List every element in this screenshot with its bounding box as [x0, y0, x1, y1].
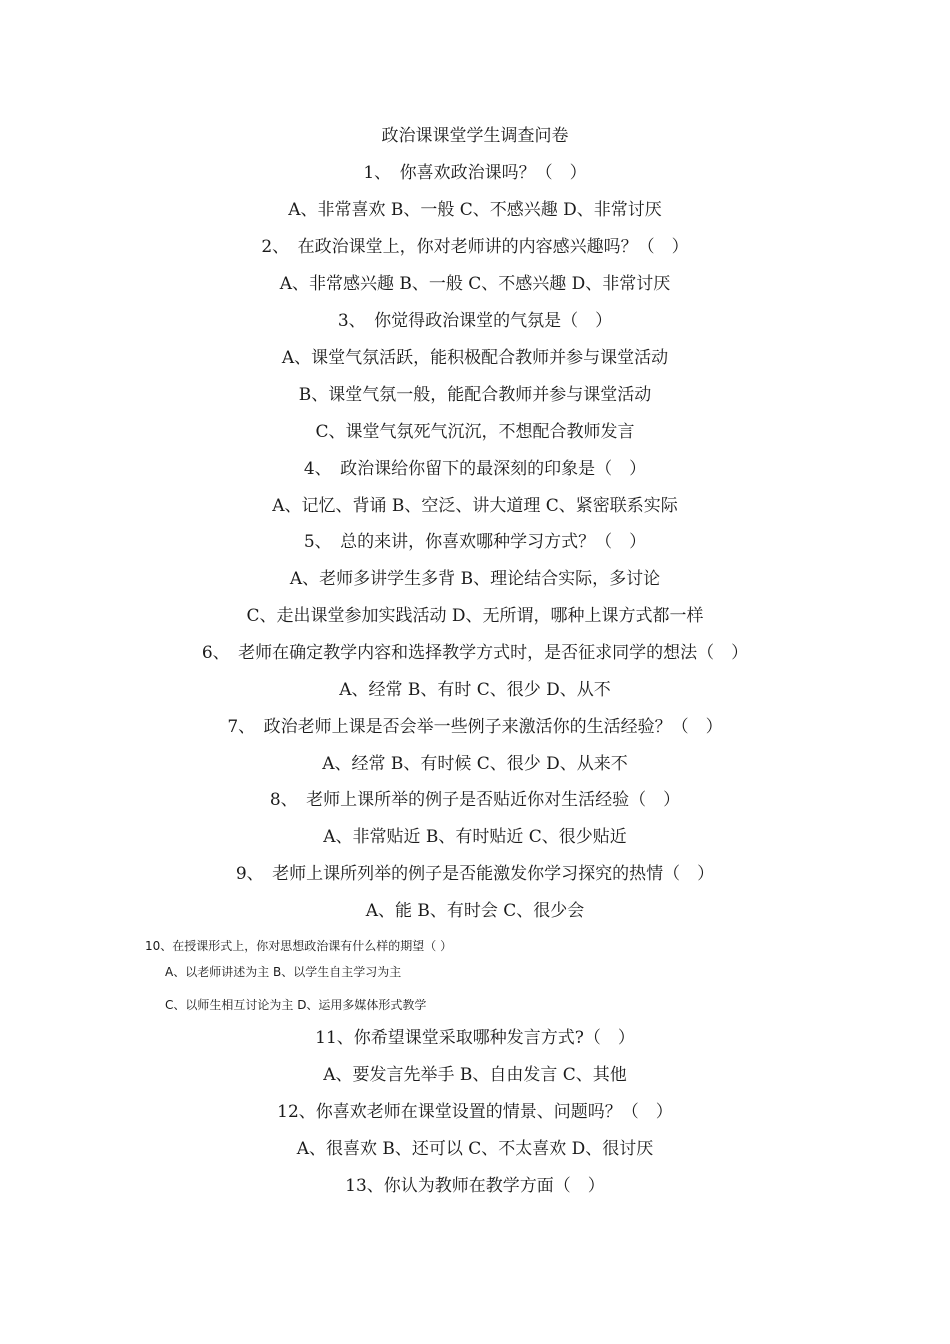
question-6-options: A、经常 B、有时 C、很少 D、从不	[339, 680, 611, 700]
question-10-options-ab: A、以老师讲述为主 B、以学生自主学习为主	[165, 965, 402, 979]
question-1-options: A、非常喜欢 B、一般 C、不感兴趣 D、非常讨厌	[288, 200, 662, 220]
question-3-option-b: B、课堂气氛一般，能配合教师并参与课堂活动	[298, 385, 652, 405]
question-12-options: A、很喜欢 B、还可以 C、不太喜欢 D、很讨厌	[296, 1139, 654, 1159]
question-8: 8、 老师上课所举的例子是否贴近你对生活经验（ ）	[269, 790, 681, 810]
question-4-options: A、记忆、背诵 B、空泛、讲大道理 C、紧密联系实际	[272, 496, 678, 516]
question-11-options: A、要发言先举手 B、自由发言 C、其他	[323, 1065, 627, 1085]
question-7: 7、 政治老师上课是否会举一些例子来激活你的生活经验？（ ）	[227, 717, 723, 737]
question-9-options: A、能 B、有时会 C、很少会	[365, 901, 585, 921]
question-6: 6、 老师在确定教学内容和选择教学方式时，是否征求同学的想法（ ）	[201, 643, 749, 663]
question-8-options: A、非常贴近 B、有时贴近 C、很少贴近	[323, 827, 627, 847]
question-5-options-ab: A、老师多讲学生多背 B、理论结合实际，多讨论	[289, 569, 661, 589]
question-2: 2、 在政治课堂上，你对老师讲的内容感兴趣吗？（ ）	[261, 237, 689, 257]
question-11: 11、你希望课堂采取哪种发言方式?（ ）	[315, 1028, 635, 1048]
question-12: 12、你喜欢老师在课堂设置的情景、问题吗？（ ）	[277, 1102, 673, 1122]
question-2-options: A、非常感兴趣 B、一般 C、不感兴趣 D、非常讨厌	[279, 274, 671, 294]
question-3-option-c: C、课堂气氛死气沉沉，不想配合教师发言	[315, 422, 635, 442]
page-title: 政治课课堂学生调查问卷	[381, 126, 569, 146]
question-13: 13、你认为教师在教学方面（ ）	[345, 1176, 605, 1196]
question-10-options-cd: C、以师生相互讨论为主 D、运用多媒体形式教学	[165, 998, 427, 1012]
question-3: 3、 你觉得政治课堂的气氛是（ ）	[337, 311, 613, 331]
question-4: 4、 政治课给你留下的最深刻的印象是（ ）	[303, 459, 647, 479]
question-5-options-cd: C、走出课堂参加实践活动 D、无所谓，哪种上课方式都一样	[246, 606, 704, 626]
question-1: 1、 你喜欢政治课吗？（ ）	[363, 163, 587, 183]
question-9: 9、 老师上课所列举的例子是否能激发你学习探究的热情（ ）	[235, 864, 715, 884]
question-10: 10、在授课形式上，你对思想政治课有什么样的期望（ ）	[145, 939, 453, 953]
question-3-option-a: A、课堂气氛活跃，能积极配合教师并参与课堂活动	[281, 348, 669, 368]
question-7-options: A、经常 B、有时候 C、很少 D、从来不	[322, 754, 628, 774]
question-5: 5、 总的来讲，你喜欢哪种学习方式？（ ）	[303, 532, 647, 552]
